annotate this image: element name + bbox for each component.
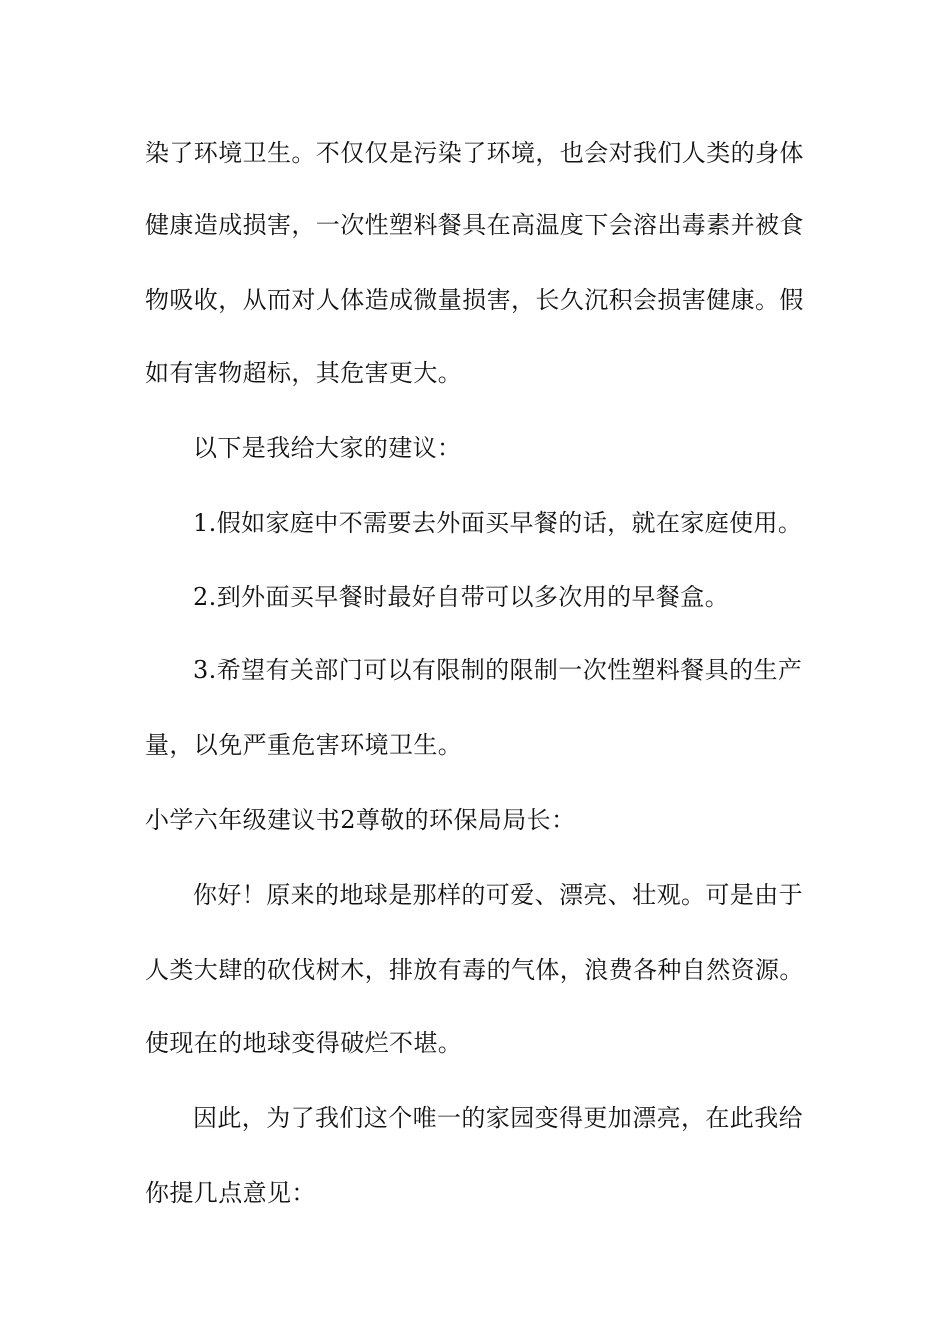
paragraph-line: 因此，为了我们这个唯一的家园变得更加漂亮，在此我给 xyxy=(193,1104,803,1132)
list-item: 2.到外面买早餐时最好自带可以多次用的早餐盒。 xyxy=(193,583,730,611)
paragraph-line: 人类大肆的砍伐树木，排放有毒的气体，浪费各种自然资源。 xyxy=(145,956,804,984)
list-item: 1.假如家庭中不需要去外面买早餐的话，就在家庭使用。 xyxy=(193,509,803,537)
paragraph-line: 健康造成损害，一次性塑料餐具在高温度下会溶出毒素并被食 xyxy=(145,211,804,239)
paragraph-line: 量，以免严重危害环境卫生。 xyxy=(145,731,463,759)
paragraph-line: 使现在的地球变得破烂不堪。 xyxy=(145,1029,463,1057)
section-heading: 小学六年级建议书2尊敬的环保局局长： xyxy=(145,806,576,834)
paragraph-line: 以下是我给大家的建议： xyxy=(193,434,462,462)
list-item: 3.希望有关部门可以有限制的限制一次性塑料餐具的生产 xyxy=(193,656,803,684)
paragraph-line: 你好！原来的地球是那样的可爱、漂亮、壮观。可是由于 xyxy=(193,881,803,909)
paragraph-line: 如有害物超标，其危害更大。 xyxy=(145,359,463,387)
paragraph-line: 物吸收，从而对人体造成微量损害，长久沉积会损害健康。假 xyxy=(145,286,804,314)
paragraph-line: 你提几点意见： xyxy=(145,1179,316,1207)
paragraph-line: 染了环境卫生。不仅仅是污染了环境，也会对我们人类的身体 xyxy=(145,139,804,167)
